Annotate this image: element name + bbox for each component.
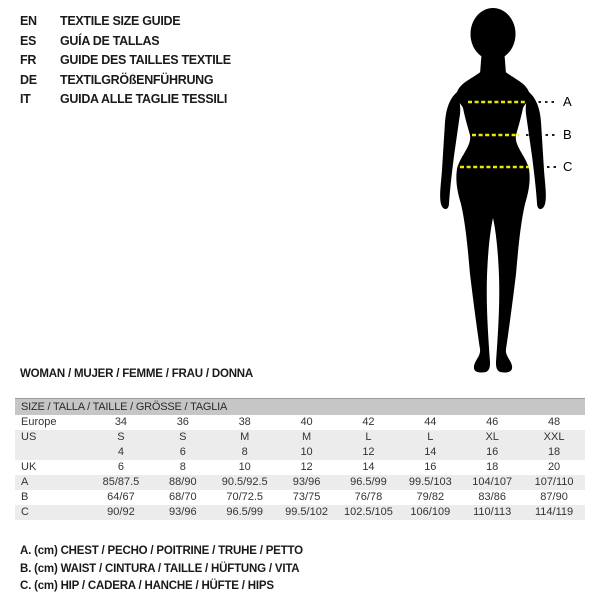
- table-cell: 10: [300, 446, 313, 458]
- table-cell: 107/110: [534, 476, 574, 488]
- language-title: GUÍA DE TALLAS: [60, 33, 160, 48]
- table-cell: 87/90: [540, 491, 568, 503]
- table-cell: 110/113: [473, 506, 512, 518]
- legend-line: A. (cm) CHEST / PECHO / POITRINE / TRUHE / PETTO: [20, 545, 303, 557]
- language-row: [20, 32, 231, 52]
- language-row: [20, 51, 231, 71]
- row-label: C: [21, 506, 29, 518]
- table-cell: 40: [300, 416, 313, 428]
- size-table-body: [15, 415, 585, 520]
- row-label: [15, 445, 90, 460]
- row-label: Europe: [21, 416, 57, 428]
- table-cell: 99.5/103: [408, 476, 452, 488]
- woman-silhouette-graphic: [430, 4, 590, 376]
- table-row: [15, 460, 585, 475]
- table-cell: 99.5/102: [285, 506, 328, 518]
- table-cell: 4: [117, 446, 124, 458]
- language-row: [20, 12, 231, 32]
- table-cell: 18: [547, 446, 561, 458]
- row-label: US: [21, 431, 37, 443]
- table-cell: 90/92: [107, 506, 135, 518]
- table-cell: 106/109: [410, 506, 451, 518]
- language-code: EN: [20, 14, 37, 28]
- table-cell: 16: [486, 446, 499, 458]
- table-cell: 34: [114, 416, 128, 428]
- silhouette-body: [456, 70, 529, 372]
- table-row: [15, 475, 585, 490]
- table-cell: 8: [241, 446, 248, 458]
- marker-label-b: B: [563, 127, 572, 142]
- table-cell: 83/86: [478, 491, 506, 503]
- table-cell: 93/96: [169, 506, 197, 518]
- table-cell: S: [117, 431, 125, 443]
- table-row: [15, 430, 585, 445]
- marker-label-c: C: [563, 159, 573, 174]
- language-title: GUIDE DES TAILLES TEXTILE: [60, 53, 231, 67]
- table-cell: 12: [362, 446, 375, 458]
- table-cell: 42: [362, 416, 375, 428]
- table-cell: 20: [547, 461, 561, 473]
- table-cell: 114/119: [534, 506, 574, 518]
- table-cell: 76/78: [354, 491, 383, 503]
- silhouette-left-arm: [440, 92, 460, 209]
- table-row: [15, 415, 585, 430]
- language-code: ES: [20, 33, 37, 48]
- table-cell: L: [365, 431, 372, 443]
- size-table: [15, 398, 585, 520]
- table-row: [15, 505, 585, 520]
- table-cell: 6: [179, 446, 186, 458]
- size-figure: [430, 4, 590, 376]
- table-row: [15, 445, 585, 460]
- table-cell: 93/96: [292, 476, 321, 488]
- language-title: TEXTILE SIZE GUIDE: [60, 14, 181, 28]
- table-cell: M: [240, 431, 250, 443]
- table-cell: 8: [179, 461, 186, 473]
- table-cell: 48: [547, 416, 561, 428]
- table-cell: S: [179, 431, 187, 443]
- table-cell: 79/82: [416, 491, 445, 503]
- silhouette-right-arm: [526, 92, 546, 209]
- table-cell: 90.5/92.5: [221, 476, 268, 488]
- row-label: UK: [21, 461, 37, 473]
- language-list: [20, 12, 231, 110]
- table-cell: 104/107: [472, 476, 513, 488]
- table-cell: 44: [424, 416, 437, 428]
- table-cell: 18: [486, 461, 499, 473]
- table-cell: 38: [238, 416, 251, 428]
- table-cell: M: [301, 431, 312, 443]
- language-code: DE: [20, 72, 37, 87]
- table-cell: 6: [117, 461, 124, 473]
- row-label: A: [21, 476, 29, 488]
- language-title: GUIDA ALLE TAGLIE TESSILI: [60, 92, 228, 106]
- legend-line: B. (cm) WAIST / CINTURA / TAILLE / HÜFTUNG / VITA: [20, 562, 300, 575]
- table-cell: XXL: [543, 431, 565, 443]
- language-row: [20, 90, 231, 110]
- table-cell: 36: [176, 416, 189, 428]
- table-cell: 73/75: [292, 491, 321, 503]
- language-title: TEXTILGRÖßENFÜHRUNG: [60, 72, 214, 87]
- row-label: B: [21, 491, 29, 503]
- table-cell: 14: [424, 446, 437, 458]
- table-cell: L: [427, 431, 434, 443]
- table-cell: 68/70: [169, 491, 197, 503]
- marker-label-a: A: [563, 94, 572, 109]
- table-cell: 64/67: [107, 491, 135, 503]
- table-cell: 46: [486, 416, 499, 428]
- table-cell: 85/87.5: [102, 476, 140, 488]
- table-cell: 88/90: [169, 476, 197, 488]
- table-cell: 14: [362, 461, 375, 473]
- table-cell: 12: [300, 461, 313, 473]
- language-code: IT: [20, 92, 31, 106]
- table-cell: 96.5/99: [226, 506, 264, 518]
- table-cell: XL: [485, 431, 499, 443]
- table-cell: 16: [424, 461, 437, 473]
- table-cell: 96.5/99: [350, 476, 387, 488]
- table-row: [15, 490, 585, 505]
- language-row: [20, 71, 231, 91]
- table-cell: 102.5/105: [343, 506, 393, 518]
- measurement-legend: [20, 543, 303, 596]
- size-table-header: SIZE / TALLA / TAILLE / GRÖSSE / TAGLIA: [15, 398, 585, 415]
- legend-line: C. (cm) HIP / CADERA / HANCHE / HÜFTE / HIPS: [20, 580, 274, 592]
- language-code: FR: [20, 53, 37, 67]
- table-cell: 70/72.5: [226, 491, 264, 503]
- section-title: WOMAN / MUJER / FEMME / FRAU / DONNA: [20, 368, 254, 380]
- table-cell: 10: [238, 461, 251, 473]
